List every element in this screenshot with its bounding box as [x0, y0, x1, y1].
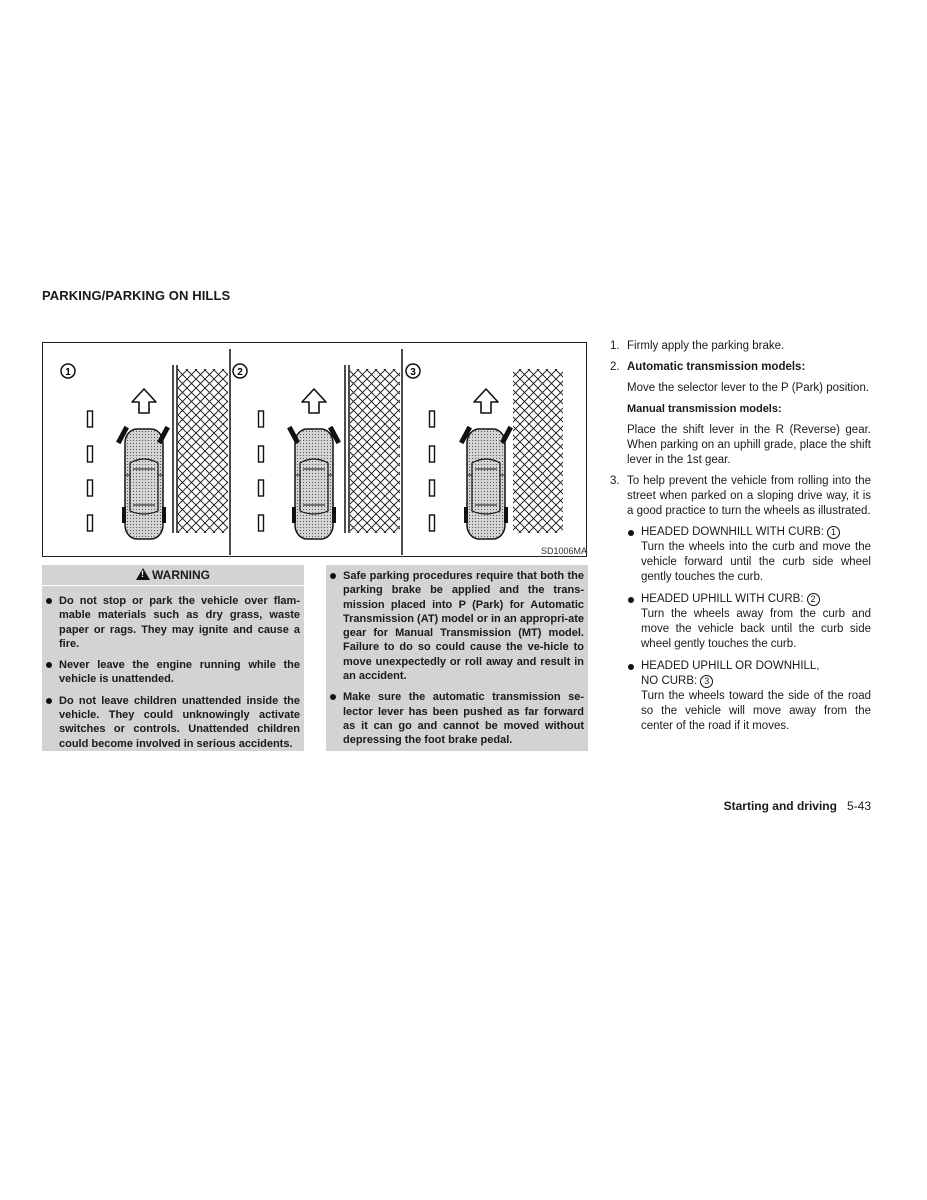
- at-heading: Automatic transmission models:: [627, 361, 806, 373]
- bullet-icon: [628, 530, 634, 536]
- page-number: 5-43: [846, 799, 871, 813]
- step-1: 1. Firmly apply the parking brake.: [610, 340, 785, 352]
- bullet-icon: [628, 664, 634, 670]
- svg-text:1: 1: [65, 367, 71, 378]
- bullet-icon: [330, 694, 336, 700]
- bullet-icon: [628, 597, 634, 603]
- uphill-curb-item: HEADED UPHILL WITH CURB: 2 Turn the wheels away from the curb and move the vehicle back until the curb side wheel gently touches the curb.: [627, 592, 871, 652]
- warning-box-left: [42, 565, 304, 751]
- svg-text:2: 2: [237, 367, 243, 378]
- circled-number-icon: 2: [807, 593, 820, 606]
- bullet-icon: [46, 698, 52, 704]
- bullet-icon: [46, 662, 52, 668]
- warning-heading: !WARNING: [42, 565, 304, 586]
- warning-triangle-icon: [136, 568, 150, 580]
- svg-text:3: 3: [410, 367, 416, 378]
- page-footer: [600, 799, 871, 813]
- step-2: 2. Automatic transmission models: Move the selector lever to the P (Park) position. Manual transmission models: Place the shift lever in the R (Reverse) gear. When parking on an uphill grade, place the shift lever in the 1st gear.: [610, 361, 871, 466]
- figure-code: SD1006MA: [540, 546, 587, 556]
- circled-number-icon: 3: [700, 675, 713, 688]
- step-3: 3. To help prevent the vehicle from rolling into the street when parked on a sloping drive way, it is a good practice to turn the wheels as illustrated. HEADED DOWNHILL WITH CURB: 1 Turn the wheels into the curb and move the vehicle forward until the curb side wheel gently touches the curb. HEADED UPHILL WITH CURB: 2 Turn the wheels away from the curb and move the vehicle back until the curb side wheel gently touches the curb. HEADED UPHILL OR DOWNHILL, NO CURB: 3 Turn the wheels toward the side of the road so the vehicle will move away from the center of the road if it moves.: [610, 475, 871, 732]
- downhill-curb-item: HEADED DOWNHILL WITH CURB: 1 Turn the wheels into the curb and move the vehicle forward until the curb side wheel gently touches the curb.: [627, 525, 871, 585]
- no-curb-item: HEADED UPHILL OR DOWNHILL, NO CURB: 3 Turn the wheels toward the side of the road so the vehicle will move away from the center of the road if it moves.: [627, 659, 871, 734]
- mt-text: Place the shift lever in the R (Reverse) gear. When parking on an uphill grade, place the shift lever in the 1st gear.: [627, 424, 871, 466]
- warning-item: Safe parking procedures require that both the parking brake be applied and the trans-mission placed into P (Park) for Automatic Transmission (AT) model or in an appropri-ate gear for Manual Transmission (MT) model. Failure to do so could cause the ve-hicle to move unexpectedly or roll away and result in an accident.: [326, 569, 588, 683]
- circled-number-icon: 1: [827, 526, 840, 539]
- warning-item: Do not stop or park the vehicle over flam-mable materials such as dry grass, waste paper or rags. They may ignite and cause a fire.: [42, 594, 304, 651]
- panel-2: [233, 349, 402, 555]
- panel-3: [406, 364, 563, 539]
- section-title: PARKING/PARKING ON HILLS: [42, 288, 231, 303]
- panel-1: [61, 349, 230, 555]
- bullet-icon: [330, 573, 336, 579]
- parking-illustration: [42, 342, 587, 557]
- warning-item: Do not leave children unattended inside the vehicle. They could unknowingly activate switches or controls. Unattended children could become involved in serious accidents.: [42, 694, 304, 751]
- warning-item: Make sure the automatic transmission se-lector lever has been pushed as far forward as it can go and cannot be moved without depressing the foot brake pedal.: [326, 690, 588, 747]
- parking-steps: [610, 339, 871, 741]
- mt-heading: Manual transmission models:: [627, 403, 782, 415]
- parking-diagram-svg: [43, 343, 588, 558]
- warning-item: Never leave the engine running while the vehicle is unattended.: [42, 658, 304, 687]
- warning-box-right: [326, 565, 588, 751]
- footer-section: Starting and driving: [723, 799, 837, 813]
- at-text: Move the selector lever to the P (Park) position.: [627, 382, 870, 394]
- bullet-icon: [46, 598, 52, 604]
